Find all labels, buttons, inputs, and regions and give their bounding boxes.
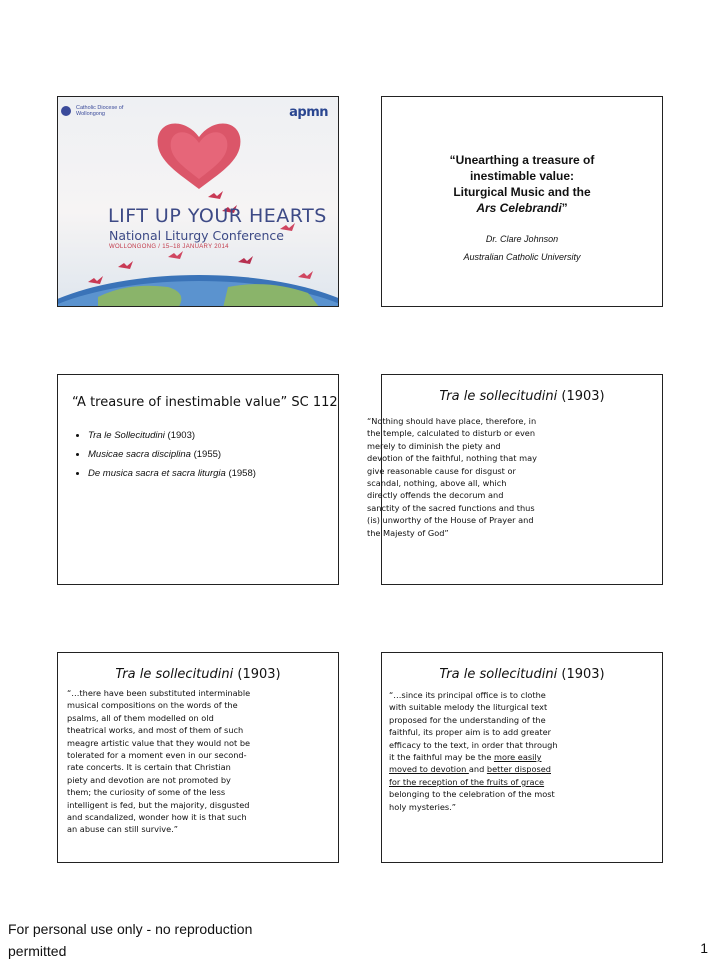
poster-subheading: National Liturgy Conference	[109, 228, 284, 243]
slide-6-quote	[381, 652, 663, 863]
quote-part: and	[468, 764, 487, 775]
title-italic-text: Ars Celebrandi	[476, 201, 562, 215]
usage-notice: For personal use only - no reproduction permitted	[8, 921, 253, 959]
poster-image	[58, 97, 338, 306]
heading-italic: Tra le sollecitudini	[439, 389, 558, 404]
list-item	[88, 445, 338, 464]
apmn-logo: apmn	[289, 105, 328, 120]
diocese-logo	[64, 105, 132, 117]
list-item-year: (1955)	[190, 449, 222, 460]
diocese-logo-label: Catholic Diocese of Wollongong	[76, 105, 124, 117]
poster-heading: LIFT UP YOUR HEARTS	[108, 205, 327, 227]
quote-part: “…since its principal office is to clothe with suitable melody the liturgical text proposed for the understanding of the faithful, its proper aim is to add greater efficacy to the text, in order that through it the faithful may be the	[389, 690, 558, 763]
heading-italic: Tra le sollecitudini	[115, 667, 234, 682]
quote-underlined: better disposed for the reception of the fruits of grace	[389, 764, 551, 787]
list-item	[88, 426, 338, 445]
heading-year: (1903)	[233, 667, 281, 682]
page-number: 1	[700, 940, 708, 956]
quote-body	[389, 689, 559, 813]
list-item-title: Musicae sacra disciplina	[88, 449, 191, 460]
heading-year: (1903)	[557, 667, 605, 682]
heading-year: (1903)	[557, 389, 605, 404]
slide-5-heading	[58, 667, 338, 682]
title-text: “Unearthing a treasure of inestimable value: Liturgical Music and the	[449, 153, 595, 199]
heading-italic: Tra le sollecitudini	[439, 667, 558, 682]
author-name: Dr. Clare Johnson	[485, 234, 559, 244]
quote-underlined: more easily moved to devotion	[389, 752, 542, 775]
poster-dates: WOLLONGONG / 15–18 JANUARY 2014	[109, 244, 229, 250]
document-list	[58, 426, 338, 483]
list-item-year: (1903)	[164, 430, 196, 441]
quote-body: “Nothing should have place, therefore, in the temple, calculated to disturb or even merely to diminish the piety and devotion of the faithful, nothing that may give reasonable cause for disgust or scandal, nothing, above all, which directly offends the decorum and sanctity of the sacred functions and thus (is) unworthy of the House of Prayer and the Majesty of God”	[367, 416, 537, 538]
poster-artwork	[58, 97, 339, 307]
quote-body: “…there have been substituted interminable musical compositions on the words of the psalms, all of them modelled on old theatrical works, and most of them of such meagre artistic value that they would not be tolerated for a moment even in our second-rate concerts. It is certain that Christian piety and devotion are not promoted by them; the curiosity of some of the less intelligent is fed, but the majority, disgusted and scandalized, wonder how it is that such an abuse can still survive.”	[67, 688, 251, 835]
slide-1-poster	[57, 96, 339, 307]
slide-6-heading	[382, 667, 662, 682]
title-close-quote: ”	[561, 201, 568, 215]
author-affiliation: Australian Catholic University	[463, 252, 581, 262]
slide-4-quote	[367, 374, 663, 585]
list-item-title: De musica sacra et sacra liturgia	[88, 468, 226, 479]
quote-part: belonging to the celebration of the most holy mysteries.”	[389, 789, 555, 812]
list-item-year: (1958)	[225, 468, 256, 479]
slide-4-heading	[382, 389, 662, 404]
slide-2-title	[381, 96, 663, 307]
list-item	[88, 464, 338, 483]
slide-3-treasure	[57, 374, 339, 585]
presentation-title	[382, 152, 662, 216]
list-item-title: Tra le Sollecitudini	[88, 430, 165, 441]
slide-3-heading: “A treasure of inestimable value” SC 112	[72, 395, 338, 410]
slide-5-quote	[57, 652, 339, 863]
